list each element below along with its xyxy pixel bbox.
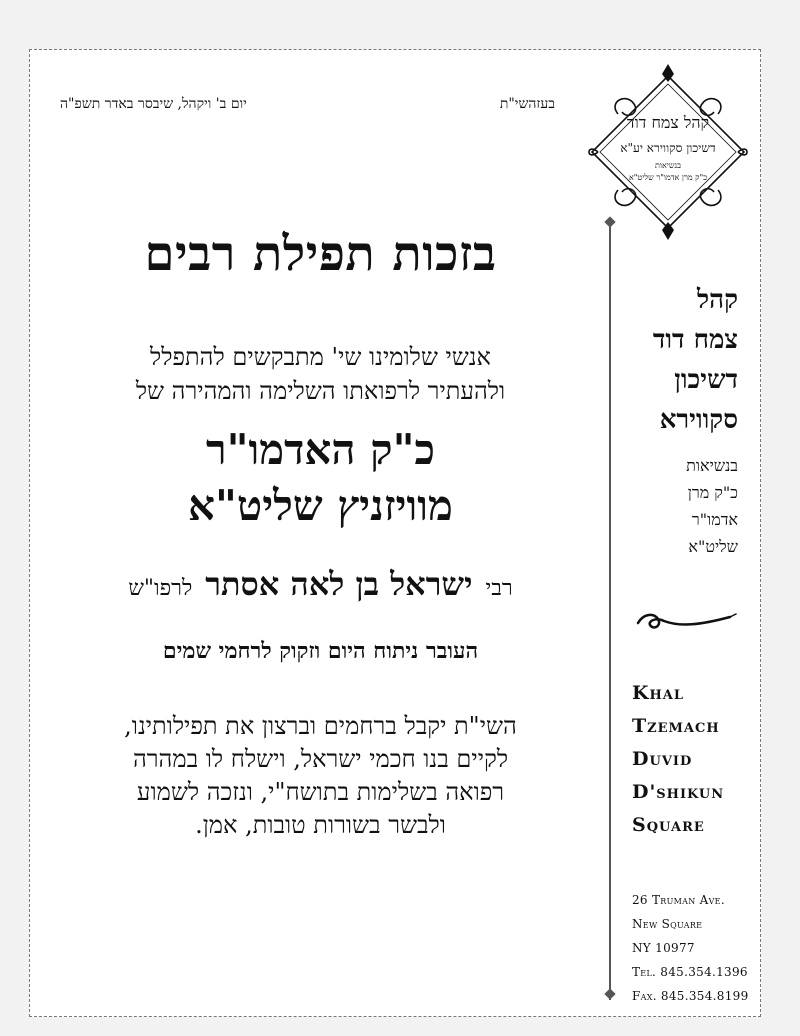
header-date: יום ב' ויקהל, שיבסר באדר תשפ"ה	[60, 96, 247, 112]
sidebar-small-line: בנשיאות	[686, 456, 738, 475]
english-name-line: Square	[632, 814, 705, 836]
sidebar-name-line: קהל	[696, 285, 738, 315]
request-line: ולהעתיר לרפואתו השלימה והמהירה של	[135, 377, 506, 405]
english-name-line: D'shikun	[632, 781, 725, 803]
address-line: New Square	[632, 917, 703, 931]
prayer-line: לקיים בנו חכמי ישראל, וישלח לו במהרה	[132, 745, 509, 773]
sidebar-name-line: צמח דוד	[652, 325, 738, 355]
page-title: בזכות תפילת רבים	[144, 226, 497, 282]
rebbe-title	[48, 422, 593, 534]
sidebar-small-line: אדמו"ר	[691, 510, 738, 529]
name-prefix: רבי	[485, 576, 513, 601]
sidebar-name-line: סקווירא	[659, 405, 738, 435]
prayer-line: השי"ת יקבל ברחמים וברצון את תפילותינו,	[124, 712, 517, 740]
fax-line: Fax. 845.354.8199	[632, 989, 749, 1003]
english-name-line: Khal	[632, 682, 685, 704]
sidebar-leadership	[686, 452, 738, 560]
flourish-icon	[630, 605, 740, 635]
sidebar-name-line: דשיכון	[674, 365, 738, 395]
congregation-emblem	[578, 62, 758, 242]
sidebar-english-name	[632, 677, 724, 842]
patient-name-line	[48, 565, 593, 603]
english-name-line: Tzemach	[632, 715, 720, 737]
rebbe-line: כ"ק האדמו"ר	[206, 425, 435, 474]
address-line: NY 10977	[632, 941, 695, 955]
prayer-line: ולבשר בשורות טובות, אמן.	[195, 811, 446, 839]
sidebar-congregation-name	[653, 280, 738, 440]
letter-page	[29, 49, 761, 1017]
prayer-line: רפואה בשלימות בתושח"י, ונזכה לשמוע	[136, 778, 505, 806]
divider-cap-icon	[604, 988, 615, 999]
address-line: 26 Truman Ave.	[632, 893, 725, 907]
emblem-line-1: קהל צמח דוד	[626, 113, 710, 132]
sidebar-small-line: שליט"א	[688, 537, 738, 556]
header-blessing: בעזהשי"ת	[499, 96, 555, 112]
prayer-text	[48, 710, 593, 842]
sidebar-address	[632, 888, 749, 1008]
emblem-line-3: בנשיאות	[655, 161, 681, 170]
surgery-notice: העובר ניתוח היום וזקוק לרחמי שמים	[162, 638, 479, 664]
sidebar-divider	[609, 220, 611, 1000]
patient-name: ישראל בן לאה אסתר	[205, 565, 473, 603]
english-name-line: Duvid	[632, 748, 693, 770]
rebbe-line: מוויזניץ שליט"א	[188, 481, 453, 530]
emblem-line-4: כ"ק מרן אדמו"ר שליט"א	[628, 173, 708, 182]
request-line: אנשי שלומינו שי' מתבקשים להתפלל	[150, 343, 491, 371]
phone-line: Tel. 845.354.1396	[632, 965, 748, 979]
sidebar-small-line: כ"ק מרן	[687, 483, 738, 502]
name-suffix: לרפו"ש	[128, 576, 193, 601]
request-text	[48, 340, 593, 408]
emblem-line-2: דשיכון סקווירא יע"א	[620, 141, 716, 155]
